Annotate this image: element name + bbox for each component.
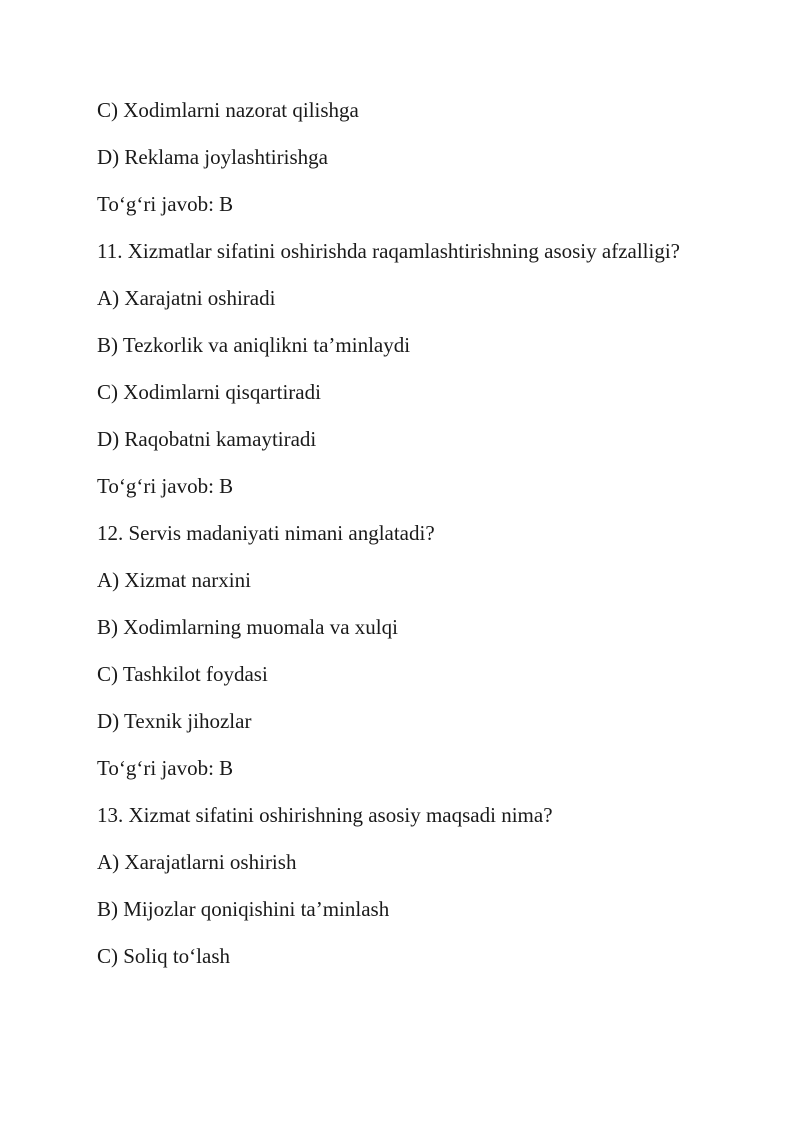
answer-key-line: To‘g‘ri javob: B xyxy=(97,474,234,498)
answer-key-line: To‘g‘ri javob: B xyxy=(97,756,234,780)
option-line: A) Xarajatlarni oshirish xyxy=(97,850,297,874)
option-line: A) Xizmat narxini xyxy=(97,568,251,592)
option-line: B) Tezkorlik va aniqlikni ta’minlaydi xyxy=(97,333,411,357)
option-line: D) Texnik jihozlar xyxy=(97,709,252,733)
option-line: D) Reklama joylashtirishga xyxy=(97,145,328,169)
question-line: 11. Xizmatlar sifatini oshirishda raqamlashtirishning asosiy afzalligi? xyxy=(97,239,680,263)
question-line: 12. Servis madaniyati nimani anglatadi? xyxy=(97,521,435,545)
option-line: C) Tashkilot foydasi xyxy=(97,662,268,686)
option-line: B) Mijozlar qoniqishini ta’minlash xyxy=(97,897,390,921)
document-page xyxy=(97,92,717,985)
option-line: C) Xodimlarni qisqartiradi xyxy=(97,380,321,404)
option-line: B) Xodimlarning muomala va xulqi xyxy=(97,615,398,639)
option-line: D) Raqobatni kamaytiradi xyxy=(97,427,317,451)
option-line: A) Xarajatni oshiradi xyxy=(97,286,276,310)
option-line: C) Xodimlarni nazorat qilishga xyxy=(97,98,359,122)
option-line: C) Soliq to‘lash xyxy=(97,944,231,968)
question-line: 13. Xizmat sifatini oshirishning asosiy maqsadi nima? xyxy=(97,803,553,827)
answer-key-line: To‘g‘ri javob: B xyxy=(97,192,234,216)
